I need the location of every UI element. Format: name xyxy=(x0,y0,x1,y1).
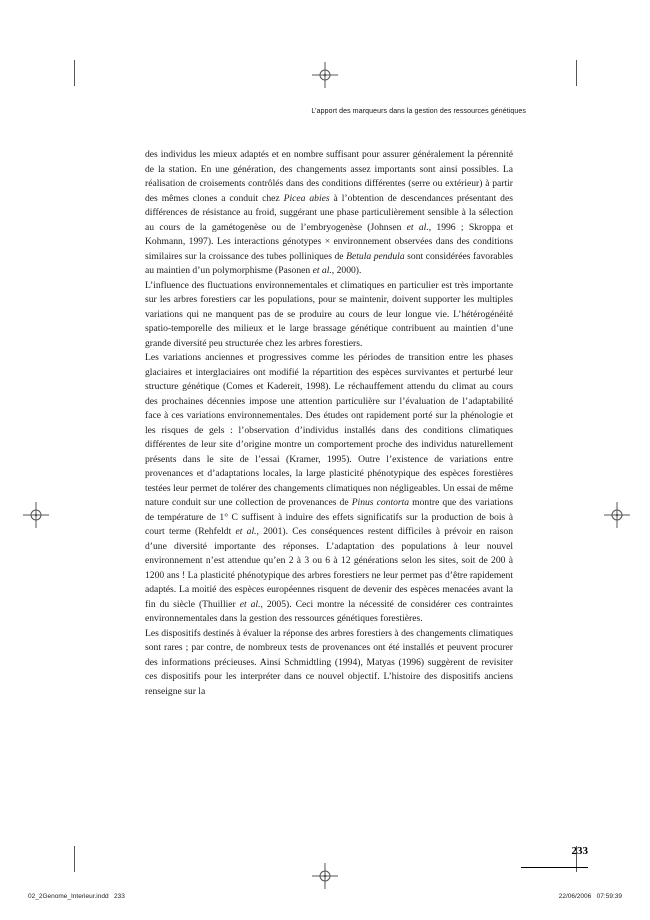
crop-mark-top-right xyxy=(576,60,577,86)
page-number: 233 xyxy=(571,845,588,857)
footer-filename: 02_2Genome_Interieur.indd 233 xyxy=(28,893,125,900)
crop-mark-bottom-left xyxy=(74,846,75,872)
crop-mark-top-left xyxy=(74,60,75,86)
paragraph: Les dispositifs destinés à évaluer la réponse des arbres forestiers à des changements climatiques sont rares ; par contre, de nombreux tests de provenances ont été installés et peuvent procurer des informations précieuses. Ainsi Schmidtling (1994), Matyas (1996) suggèrent de revisiter ces dispositifs pour les interpréter dans ce nouvel objectif. L’histoire des dispositifs anciens renseigne sur la xyxy=(145,627,513,697)
paragraph: des individus les mieux adaptés et en nombre suffisant pour assurer généralement la pérennité de la station. En une génération, des changements assez importants sont ainsi possibles. La réalisation de croisements contrôlés dans des conditions différentes (serre ou extérieur) à partir des mêmes clones a conduit chez Picea abies à l’obtention de descendances présentant des différences de résistance au froid, suggérant une phase particulièrement sensible à la sélection au cours de la gamétogenèse ou de l’embryogenèse (Johnsen et al., 1996 ; Skroppa et Kohmann, 1997). Les interactions génotypes × environnement observées dans des conditions similaires sur la croissance des tubes polliniques de Betula pendula sont considérées favorables au maintien d’un polymorphisme (Pasonen et al., 2000). xyxy=(145,149,513,276)
registration-mark-right-icon xyxy=(604,502,630,528)
registration-mark-top-icon xyxy=(312,62,338,88)
paragraph: L’influence des fluctuations environnementales et climatiques en particulier est très importante sur les arbres forestiers car les populations, pour se maintenir, doivent supporter les multiples variations qui ne manquent pas de se produire au cours de leur longue vie. L’hétérogénéité spatio-temporelle des milieux et le large brassage génétique contribuent au maintien d’une grande diversité peu structurée chez les arbres forestiers. xyxy=(145,279,513,349)
paragraph: Les variations anciennes et progressives comme les périodes de transition entre les phases glaciaires et interglaciaires ont modifié la répartition des espèces survivantes et perturbé leur structure génétique (Comes et Kadereit, 1998). Le réchauffement attendu du climat au cours des prochaines décennies impose une attention particulière sur l’évaluation de l’adaptabilité face à ces variations environnementales. Des études ont rapidement porté sur la phénologie et les risques de gels : l’observation d’individus installés dans des conditions climatiques différentes de leur site d’origine montre un comportement proche des individus naturellement présents dans le site de l’essai (Kramer, 1995). Outre l’existence de variations entre provenances et d’adaptations locales, la large plasticité phénotypique des espèces forestières testées leur permet de tolérer des changements climatiques non négligeables. Un essai de même nature conduit sur une collection de provenances de Pinus contorta montre que des variations de température de 1° C suffisent à induire des effets significatifs sur la production de bois à court terme (Rehfeldt et al., 2001). Ces conséquences restent difficiles à prévoir en raison d’une diversité importante des réponses. L’adaptation des populations à leur nouvel environnement n’est attendue qu’en 2 à 3 ou 6 à 12 générations selon les sites, soit de 200 à 1200 ans ! La plasticité phénotypique des arbres forestiers ne leur permet pas d’être rapidement adaptés. La moitié des espèces européennes risquent de devenir des espèces menacées avant la fin du siècle (Thuillier et al., 2005). Ceci montre la nécessité de considérer ces contraintes environnementales dans la gestion des ressources génétiques forestières. xyxy=(145,352,513,624)
page-number-rule xyxy=(521,867,588,868)
registration-mark-bottom-icon xyxy=(312,863,338,889)
running-header: L’apport des marqueurs dans la gestion des ressources génétiques xyxy=(311,108,526,115)
registration-mark-left-icon xyxy=(23,502,49,528)
footer-timestamp: 22/06/2006 07:59:39 xyxy=(558,893,622,900)
body-text xyxy=(145,148,513,699)
